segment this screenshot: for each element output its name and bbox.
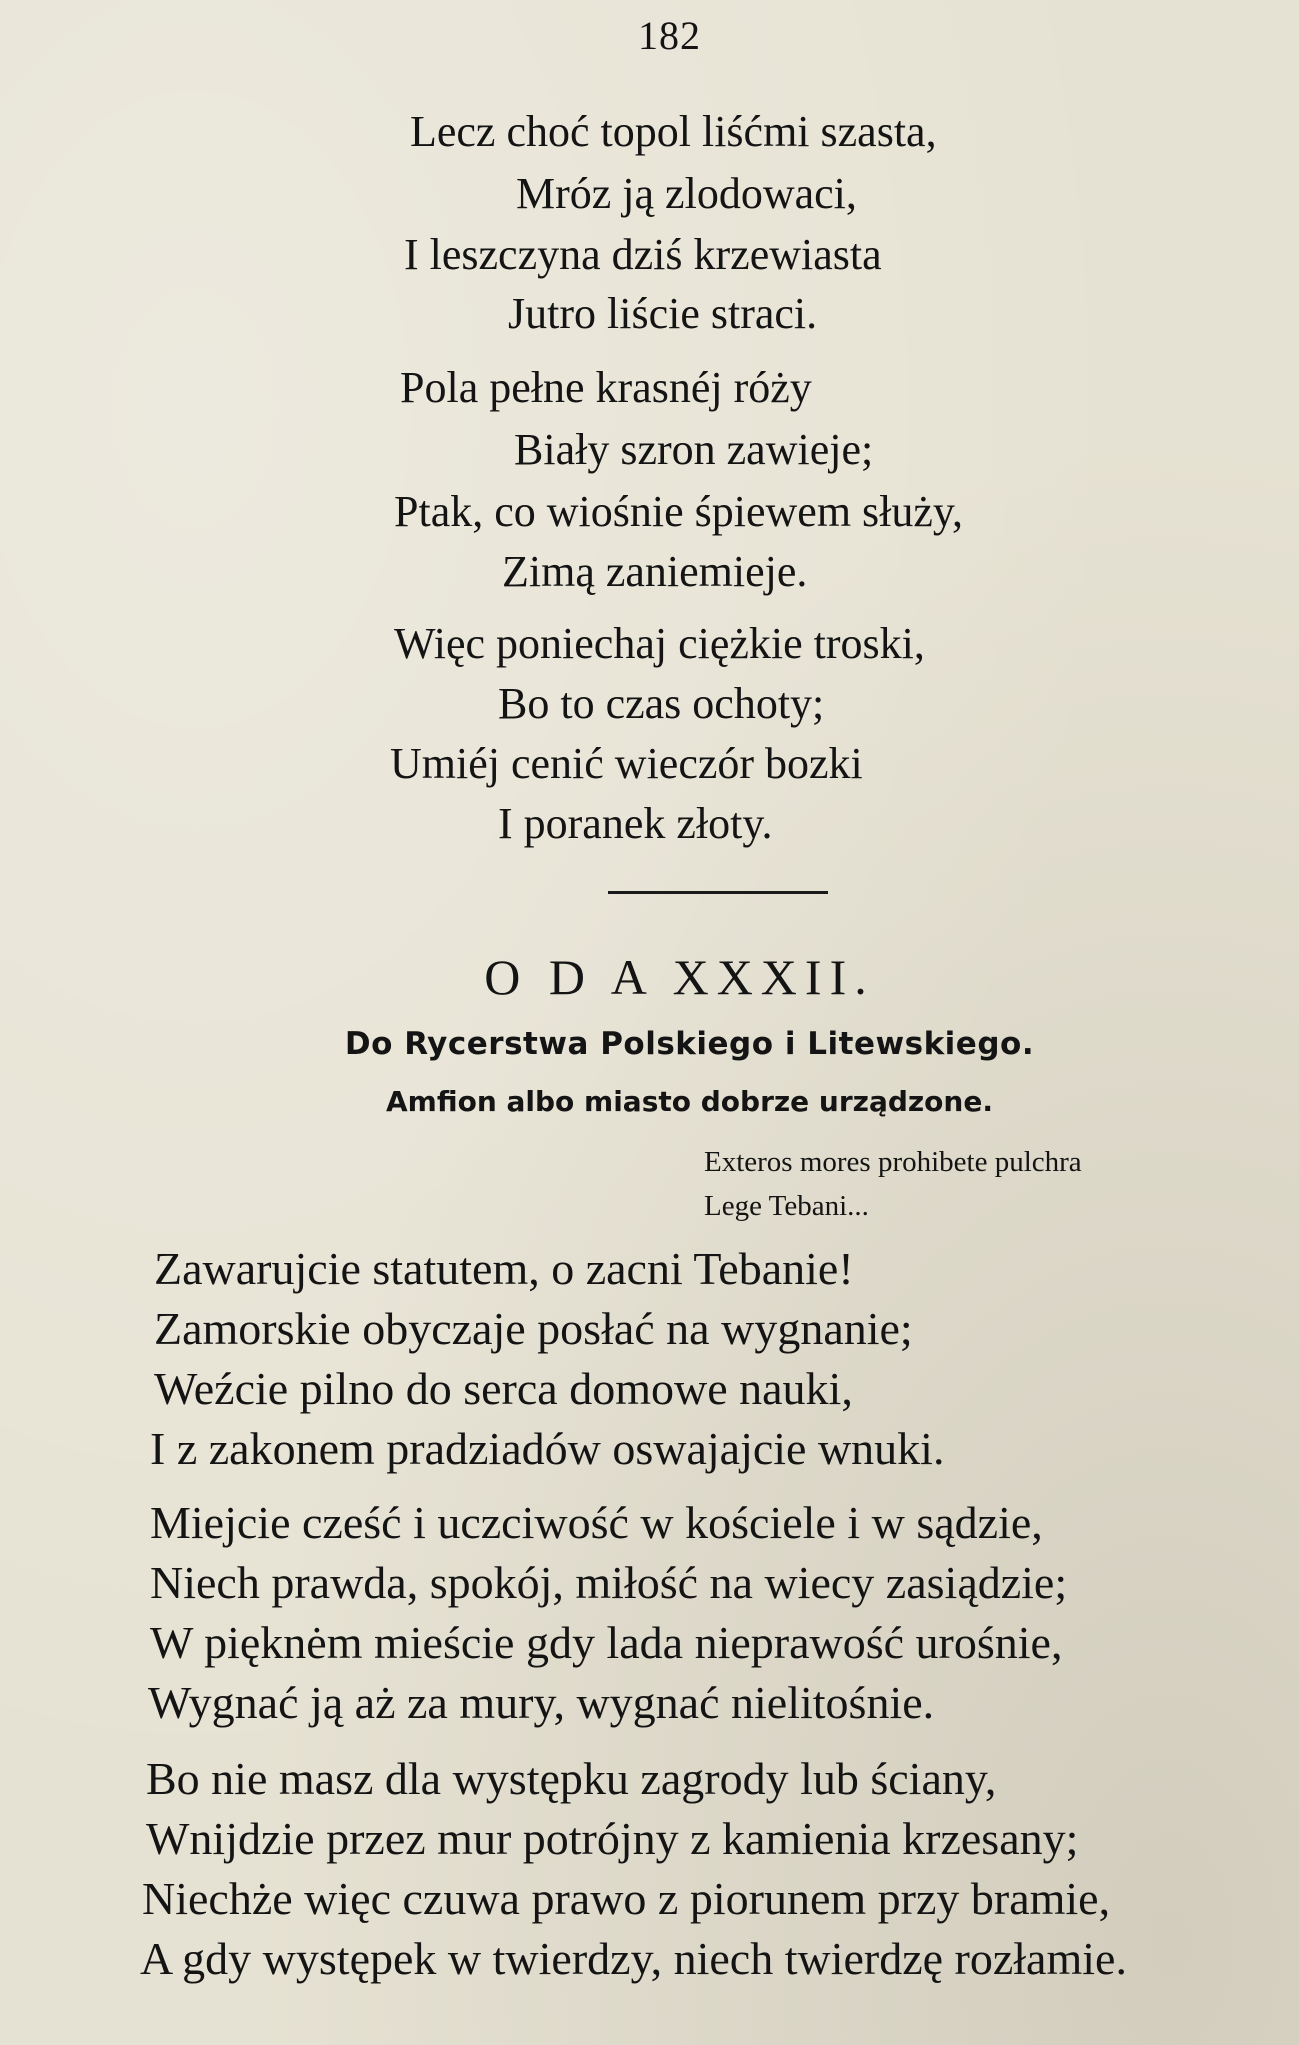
poem-line: Ptak, co wiośnie śpiewem służy, [394,487,964,536]
ode-line: Zawarujcie statutem, o zacni Tebanie! [154,1243,854,1294]
poem-line: Biały szron zawieje; [514,425,874,474]
ode-title: O D A XXXII. [484,949,875,1005]
ode-line: Weźcie pilno do serca domowe nauki, [154,1363,853,1414]
poem-line: Pola pełne krasnéj róży [400,363,812,412]
poem-line: Jutro liście straci. [508,289,818,338]
ode-line: I z zakonem pradziadów oswajajcie wnuki. [150,1423,945,1474]
ode-line: W pięknėm mieście gdy lada nieprawość urośnie, [150,1617,1063,1668]
section-divider [608,891,828,894]
epigraph-line: Exteros mores prohibete pulchra [704,1146,1082,1178]
ode-line: Niechże więc czuwa prawo z piorunem przy bramie, [142,1873,1111,1924]
ode-line: Miejcie cześć i uczciwość w kościele i w sądzie, [150,1497,1043,1548]
poem-line: I leszczyna dziś krzewiasta [404,230,882,279]
poem-line: Bo to czas ochoty; [498,679,825,728]
poem-line: Lecz choć topol liśćmi szasta, [410,107,937,156]
ode-line: Bo nie masz dla występku zagrody lub ściany, [146,1753,997,1804]
ode-line: Zamorskie obyczaje posłać na wygnanie; [154,1303,913,1354]
epigraph [704,1140,1082,1228]
poem-line: I poranek złoty. [498,799,773,848]
page-number: 182 [638,13,701,58]
ode-line: Niech prawda, spokój, miłość na wiecy zasiądzie; [150,1557,1068,1608]
ode-line: A gdy występek w twierdzy, niech twierdzę rozłamie. [140,1933,1127,1984]
epigraph-line: Lege Tebani... [704,1190,869,1222]
poem-line: Mróz ją zlodowaci, [516,169,857,218]
ode-line: Wygnać ją aż za mury, wygnać nielitośnie. [148,1677,935,1728]
poem-line: Umiéj cenić wieczór bozki [390,739,863,788]
ode-subtitle: Amfion albo miasto dobrze urządzone. [386,1085,993,1118]
poem-line: Zimą zaniemieje. [502,547,808,596]
ode-dedication: Do Rycerstwa Polskiego i Litewskiego. [344,1026,1035,1062]
poem-line: Więc poniechaj ciężkie troski, [394,619,925,668]
ode-line: Wnijdzie przez mur potrójny z kamienia krzesany; [146,1813,1079,1864]
